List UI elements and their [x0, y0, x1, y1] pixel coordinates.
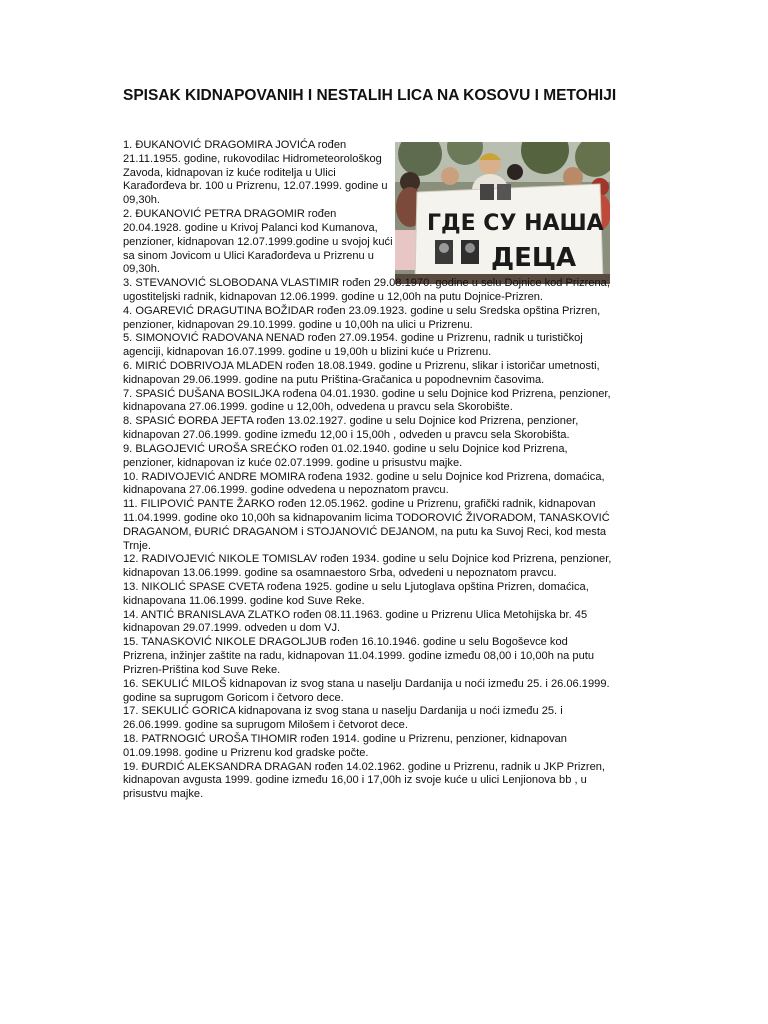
- document-title: SPISAK KIDNAPOVANIH I NESTALIH LICA NA KOSOVU I METOHIJI: [123, 87, 617, 104]
- list-item: 11. FILIPOVIĆ PANTE ŽARKO rođen 12.05.1962. godine u Prizrenu, grafički radnik, kidnapovan 11.04.1999. godine oko 10,00h sa kidnapovanim licima TODOROVIĆ ŽIVORADOM, TANASKOVIĆ DRAGANOM, ĐURIĆ DRAGANOM i STOJANOVIĆ DEJANOM, na putu ka Suvoj Reci, kod mesta Trnje.: [123, 498, 610, 552]
- missing-persons-list: [123, 139, 615, 802]
- list-item: 1. ĐUKANOVIĆ DRAGOMIRA JOVIĆA rođen 21.11.1955. godine, rukovodilac Hidrometeorološkog Zavoda, kidnapovan iz kuće roditelja u Ulici Karađorđeva br. 100 u Prizrenu, 12.07.1999. godine u 09,30h.: [123, 139, 388, 207]
- list-item: 12. RADIVOJEVIĆ NIKOLE TOMISLAV rođen 1934. godine u selu Dojnice kod Prizrena, penzioner, kidnapovan 13.06.1999. godine sa osamnaestoro Srba, odvedeni u nepoznatom pravcu.: [123, 553, 612, 580]
- list-item: 2. ĐUKANOVIĆ PETRA DRAGOMIR rođen 20.04.1928. godine u Krivoj Palanci kod Kumanova, penzioner, kidnapovan 12.07.1999.godine u svojoj kući sa sinom Jovicom u Ulici Karađorđeva u Prizrenu u 09,30h.: [123, 208, 393, 276]
- list-item: 19. ĐURDIĆ ALEKSANDRA DRAGAN rođen 14.02.1962. godine u Prizrenu, radnik u JKP Prizren, kidnapovan avgusta 1999. godine između 16,00 i 17,00h iz svoje kuće u ulici Lenjionova bb , u prisustvu majke.: [123, 760, 605, 801]
- list-item: 5. SIMONOVIĆ RADOVANA NENAD rođen 27.09.1954. godine u Prizrenu, radnik u turističkoj agenciji, kidnapovan 16.07.1999. godine u 19,00h u blizini kuće u Prizrenu.: [123, 332, 583, 359]
- list-item: 4. OGAREVIĆ DRAGUTINA BOŽIDAR rođen 23.09.1923. godine u selu Sredska opština Prizren, penzioner, kidnapovan 29.10.1999. godine u 10,00h na ulici u Prizrenu.: [123, 304, 601, 331]
- sign-text-line1: ГДЕ СУ НАША: [427, 211, 604, 236]
- list-item: 6. MIRIĆ DOBRIVOJA MLADEN rođen 18.08.1949. godine u Prizrenu, slikar i istoričar umetnosti, kidnapovan 29.06.1999. godine na putu Priština-Gračanica u popodnevnim časovima.: [123, 360, 600, 386]
- list-item: 15. TANASKOVIĆ NIKOLE DRAGOLJUB rođen 16.10.1946. godine u selu Bogoševce kod Prizrena, inžinjer zaštite na radu, kidnapovan 11.04.1999. godine između 08,00 i 10,00h na putu Prizren-Priština kod Suve Reke.: [123, 636, 594, 676]
- sign-text-line2: ДЕЦА: [491, 243, 577, 273]
- list-item: 9. BLAGOJEVIĆ UROŠA SREĆKO rođen 01.02.1940. godine u selu Dojnice kod Prizrena, penzioner, kidnapovan iz kuće 02.07.1999. godine u prisustvu majke.: [123, 442, 568, 469]
- list-item: 10. RADIVOJEVIĆ ANDRE MOMIRA rođena 1932. godine u selu Dojnice kod Prizrena, domaćica, kidnapovana 27.06.1999. godine odvedena u nepoznatom pravcu.: [123, 470, 605, 497]
- list-item: 16. SEKULIĆ MILOŠ kidnapovan iz svog stana u naselju Dardanija u noći između 25. i 26.06.1999. godine sa suprugom Goricom i četvoro dece.: [123, 677, 610, 704]
- list-item: 3. STEVANOVIĆ SLOBODANA VLASTIMIR rođen 29.08.1970. godine u selu Dojnice kod Prizrena, ugostiteljski radnik, kidnapovan 12.06.1999. godine u 12,00h na putu Dojnice-Prizren.: [123, 277, 610, 303]
- list-item: 13. NIKOLIĆ SPASE CVETA rođena 1925. godine u selu Ljutoglava opština Prizren, domaćica, kidnapovana 11.06.1999. godine kod Suve Reke.: [123, 581, 589, 607]
- list-item: 14. ANTIĆ BRANISLAVA ZLATKO rođen 08.11.1963. godine u Prizrenu Ulica Metohijska br. 45 kidnapovan 29.07.1999. odveden u dom VJ.: [123, 608, 588, 635]
- list-item: 8. SPASIĆ ĐORĐA JEFTA rođen 13.02.1927. godine u selu Dojnice kod Prizrena, penzioner, kidnapovan 27.06.1999. godine između 12,00 i 15,00h , odveden u pravcu sela Skorobišta.: [123, 415, 579, 442]
- list-item: 17. SEKULIĆ GORICA kidnapovana iz svog stana u naselju Dardanija u noći između 25. i 26.06.1999. godine sa suprugom Milošem i četvorot dece.: [123, 705, 563, 732]
- list-item: 18. PATRNOGIĆ UROŠA TIHOMIR rođen 1914. godine u Prizrenu, penzioner, kidnapovan 01.09.1998. godine u Prizrenu kod gradske počte.: [123, 732, 567, 759]
- list-item: 7. SPASIĆ DUŠANA BOSILJKA rođena 04.01.1930. godine u selu Dojnice kod Prizrena, penzioner, kidnapovana 27.06.1999. godine u 12,00h, odvedena u pravcu sela Skorobište.: [123, 387, 611, 414]
